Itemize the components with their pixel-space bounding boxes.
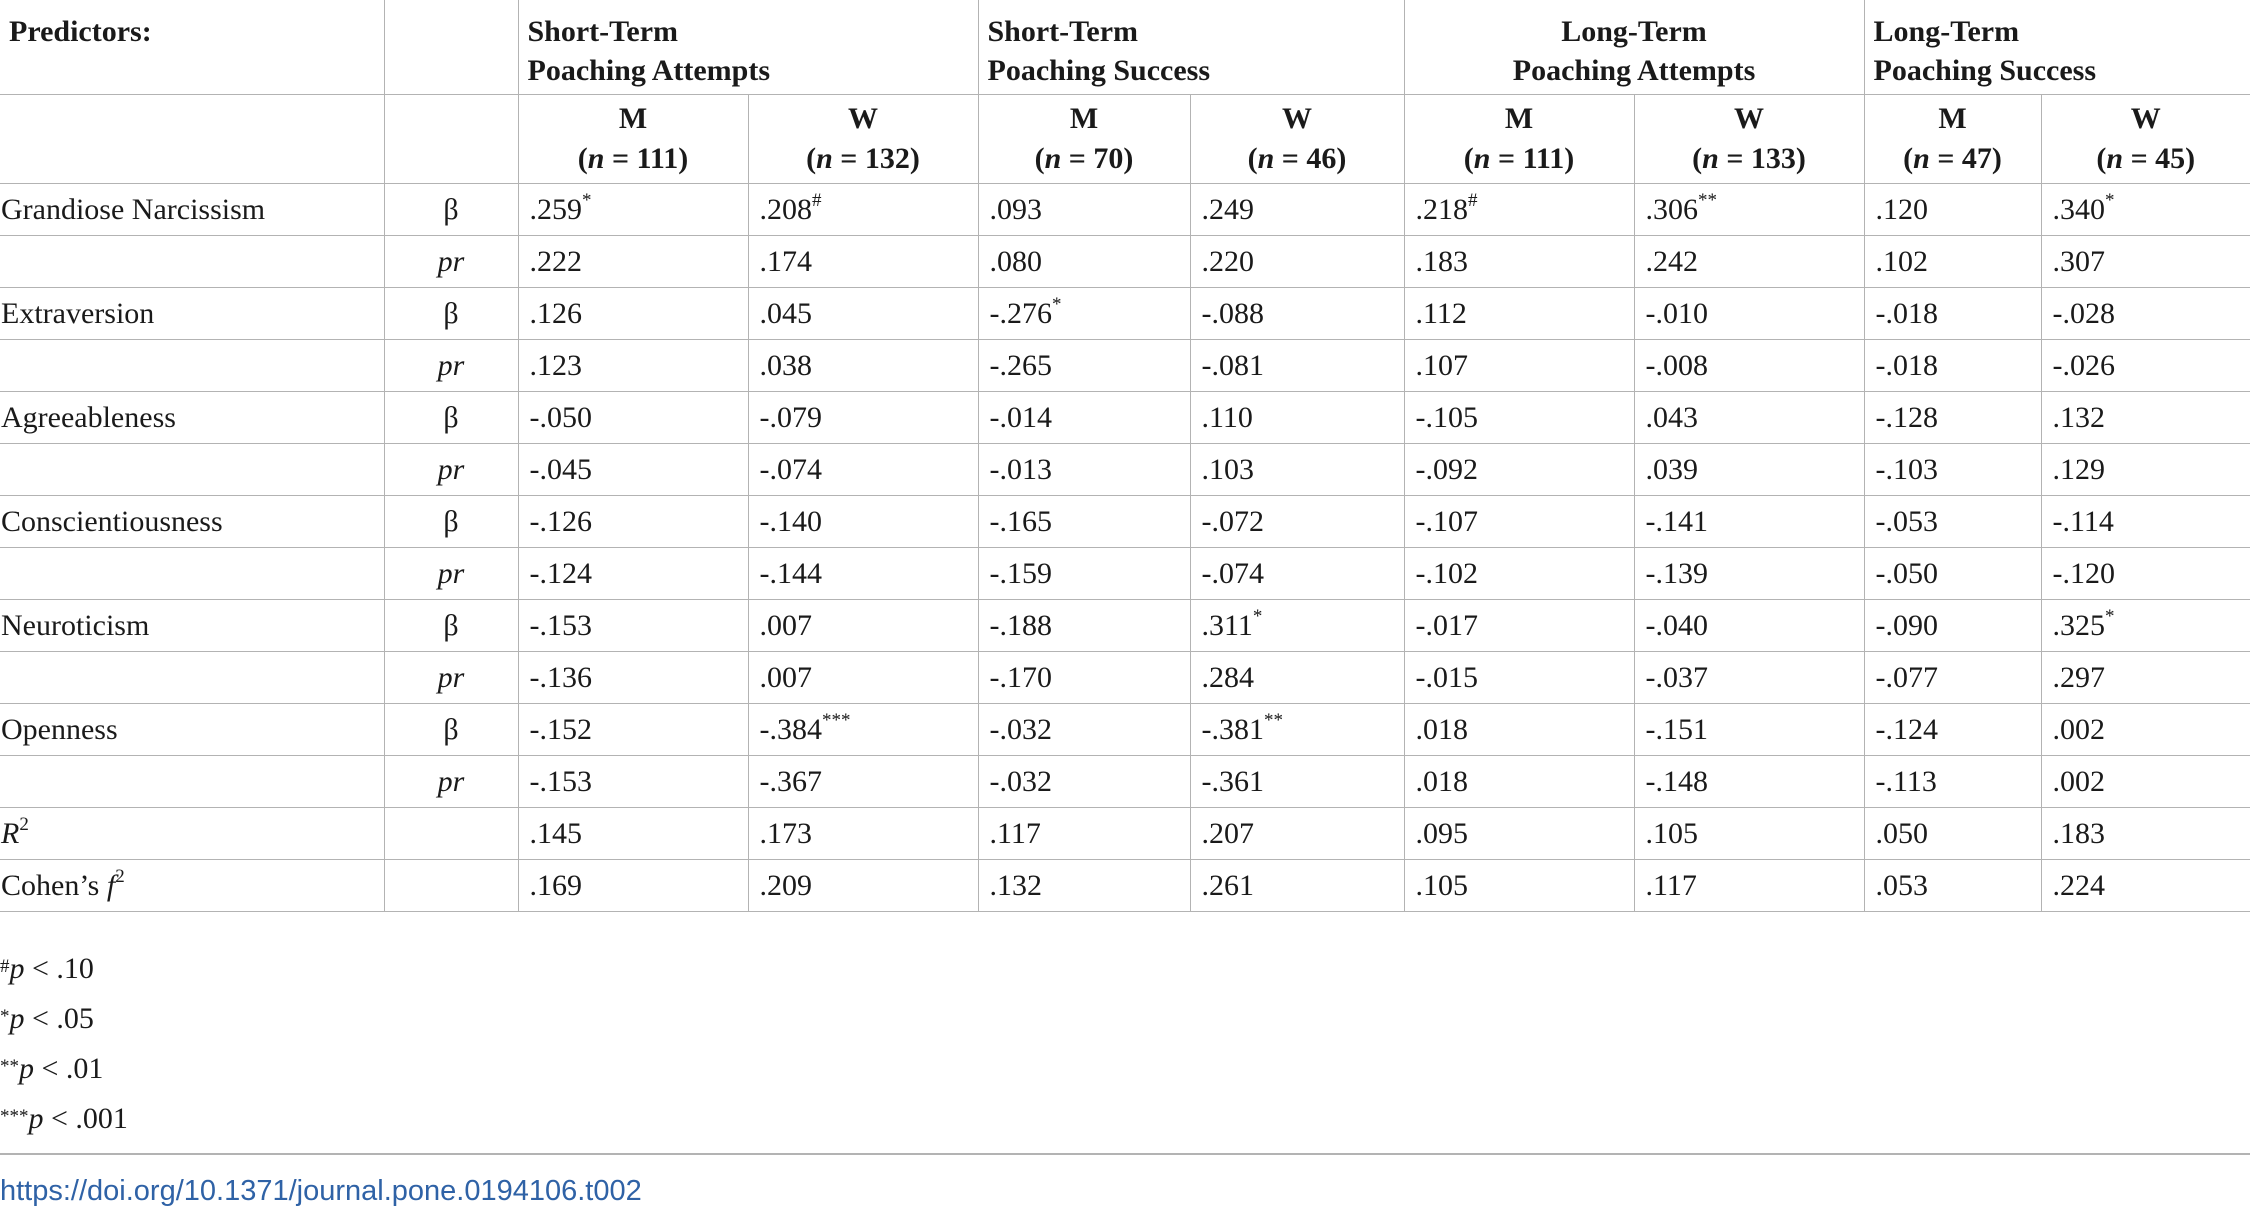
table-cell: .002 xyxy=(2041,755,2250,807)
table-cell: -.053 xyxy=(1864,495,2041,547)
summary-label: Cohen’s $f^2$ xyxy=(0,859,384,911)
sample-header: M (n = 70) xyxy=(978,94,1190,183)
stat-label: pr xyxy=(384,755,518,807)
table-cell: .050 xyxy=(1864,807,2041,859)
table-cell: .110 xyxy=(1190,391,1404,443)
table-cell: .222 xyxy=(518,235,748,287)
table-cell: -.017 xyxy=(1404,599,1634,651)
footnote: *p < .05 xyxy=(0,1002,94,1035)
table-cell: -.151 xyxy=(1634,703,1864,755)
table-cell: .123 xyxy=(518,339,748,391)
header-group-row xyxy=(0,0,2250,94)
table-cell: -.141 xyxy=(1634,495,1864,547)
table-cell: .117 xyxy=(978,807,1190,859)
table-cell: -.092 xyxy=(1404,443,1634,495)
summary-label: $R^2$ xyxy=(0,807,384,859)
significance-marker: ** xyxy=(1264,710,1283,731)
significance-marker: * xyxy=(2105,606,2115,627)
table-cell: -.153 xyxy=(518,755,748,807)
table-cell: -.170 xyxy=(978,651,1190,703)
table-cell: .002 xyxy=(2041,703,2250,755)
table-cell: .242 xyxy=(1634,235,1864,287)
table-cell: .045 xyxy=(748,287,978,339)
table-cell: .093 xyxy=(978,183,1190,235)
table-cell: .209 xyxy=(748,859,978,911)
table-cell: -.074 xyxy=(748,443,978,495)
table-cell: -.188 xyxy=(978,599,1190,651)
table-cell: .249 xyxy=(1190,183,1404,235)
table-row xyxy=(0,547,2250,599)
group-header: Short-Term Poaching Success xyxy=(978,0,1404,94)
predictor-label xyxy=(0,547,384,599)
predictor-label xyxy=(0,755,384,807)
predictor-label: Neuroticism xyxy=(0,599,384,651)
table-cell: .039 xyxy=(1634,443,1864,495)
table-cell: .284 xyxy=(1190,651,1404,703)
predictor-label xyxy=(0,339,384,391)
stat-label: β xyxy=(384,287,518,339)
table-cell: .132 xyxy=(978,859,1190,911)
stat-label: pr xyxy=(384,235,518,287)
table-cell: -.081 xyxy=(1190,339,1404,391)
table-cell: -.014 xyxy=(978,391,1190,443)
table-cell: .224 xyxy=(2041,859,2250,911)
table-cell: .105 xyxy=(1404,859,1634,911)
stat-label: β xyxy=(384,703,518,755)
table-cell: .169 xyxy=(518,859,748,911)
table-cell: -.384*** xyxy=(748,703,978,755)
table-cell: -.113 xyxy=(1864,755,2041,807)
predictor-label: Agreeableness xyxy=(0,391,384,443)
table-cell: -.165 xyxy=(978,495,1190,547)
predictor-label xyxy=(0,443,384,495)
predictor-label xyxy=(0,651,384,703)
table-cell: .102 xyxy=(1864,235,2041,287)
table-cell: .038 xyxy=(748,339,978,391)
table-cell: -.159 xyxy=(978,547,1190,599)
table-cell: -.152 xyxy=(518,703,748,755)
table-cell: .306** xyxy=(1634,183,1864,235)
sample-header: W (n = 46) xyxy=(1190,94,1404,183)
table-cell: -.144 xyxy=(748,547,978,599)
stat-label: pr xyxy=(384,443,518,495)
table-cell: -.088 xyxy=(1190,287,1404,339)
table-cell: .107 xyxy=(1404,339,1634,391)
table-cell: -.126 xyxy=(518,495,748,547)
table-cell: -.107 xyxy=(1404,495,1634,547)
stat-header xyxy=(384,0,518,94)
significance-marker: # xyxy=(812,190,822,211)
significance-marker: # xyxy=(1468,190,1478,211)
table-cell: .132 xyxy=(2041,391,2250,443)
table-cell: -.153 xyxy=(518,599,748,651)
table-row xyxy=(0,651,2250,703)
predictors-header: Predictors: xyxy=(0,0,384,94)
header-sample-row xyxy=(0,94,2250,183)
summary-row xyxy=(0,807,2250,859)
doi-link[interactable]: https://doi.org/10.1371/journal.pone.0194106.t002 xyxy=(0,1175,642,1207)
stat-label: pr xyxy=(384,651,518,703)
table-cell: -.276* xyxy=(978,287,1190,339)
stat-label: β xyxy=(384,391,518,443)
significance-marker: * xyxy=(2105,190,2115,211)
stat-label: β xyxy=(384,495,518,547)
table-cell: -.367 xyxy=(748,755,978,807)
table-cell: -.010 xyxy=(1634,287,1864,339)
table-cell: -.037 xyxy=(1634,651,1864,703)
table-cell: -.028 xyxy=(2041,287,2250,339)
table-row xyxy=(0,443,2250,495)
table-cell: .112 xyxy=(1404,287,1634,339)
sample-header: M (n = 47) xyxy=(1864,94,2041,183)
table-cell: -.148 xyxy=(1634,755,1864,807)
table-cell: .095 xyxy=(1404,807,1634,859)
empty-cell xyxy=(384,807,518,859)
table-cell: .174 xyxy=(748,235,978,287)
table-cell: .129 xyxy=(2041,443,2250,495)
table-cell: -.124 xyxy=(518,547,748,599)
table-row xyxy=(0,495,2250,547)
table-cell: .311* xyxy=(1190,599,1404,651)
table-row xyxy=(0,235,2250,287)
predictor-label: Openness xyxy=(0,703,384,755)
table-cell: -.139 xyxy=(1634,547,1864,599)
significance-marker: * xyxy=(582,190,592,211)
table-row xyxy=(0,755,2250,807)
table-cell: .208# xyxy=(748,183,978,235)
table-cell: .307 xyxy=(2041,235,2250,287)
table-cell: -.026 xyxy=(2041,339,2250,391)
table-cell: -.124 xyxy=(1864,703,2041,755)
table-cell: .340* xyxy=(2041,183,2250,235)
footnotes xyxy=(0,944,128,1144)
significance-marker: * xyxy=(1252,606,1263,627)
table-cell: -.114 xyxy=(2041,495,2250,547)
table-row xyxy=(0,183,2250,235)
sample-header: M (n = 111) xyxy=(1404,94,1634,183)
table-cell: .218# xyxy=(1404,183,1634,235)
table-cell: .207 xyxy=(1190,807,1404,859)
group-header: Long-Term Poaching Success xyxy=(1864,0,2250,94)
table-row xyxy=(0,339,2250,391)
table-cell: .053 xyxy=(1864,859,2041,911)
table-cell: -.079 xyxy=(748,391,978,443)
footnote: **p < .01 xyxy=(0,1052,104,1085)
table-cell: .043 xyxy=(1634,391,1864,443)
table-cell: -.128 xyxy=(1864,391,2041,443)
group-header: Short-Term Poaching Attempts xyxy=(518,0,978,94)
table-cell: -.074 xyxy=(1190,547,1404,599)
table-cell: -.136 xyxy=(518,651,748,703)
significance-marker: ** xyxy=(1698,190,1718,211)
table-cell: .145 xyxy=(518,807,748,859)
group-header: Long-Term Poaching Attempts xyxy=(1404,0,1864,94)
predictor-label: Conscientiousness xyxy=(0,495,384,547)
predictor-label xyxy=(0,235,384,287)
table-cell: .007 xyxy=(748,599,978,651)
predictor-label: Grandiose Narcissism xyxy=(0,183,384,235)
table-cell: -.103 xyxy=(1864,443,2041,495)
table-cell: .103 xyxy=(1190,443,1404,495)
table-cell: .183 xyxy=(2041,807,2250,859)
sample-header: W (n = 133) xyxy=(1634,94,1864,183)
table-cell: .126 xyxy=(518,287,748,339)
table-cell: -.265 xyxy=(978,339,1190,391)
table-cell: .080 xyxy=(978,235,1190,287)
footnote: ***p < .001 xyxy=(0,1102,128,1135)
table-row xyxy=(0,599,2250,651)
table-cell: -.018 xyxy=(1864,339,2041,391)
table-cell: .120 xyxy=(1864,183,2041,235)
table-cell: -.018 xyxy=(1864,287,2041,339)
sample-header: W (n = 132) xyxy=(748,94,978,183)
table-cell: .018 xyxy=(1404,755,1634,807)
stat-label: pr xyxy=(384,547,518,599)
empty-cell xyxy=(384,859,518,911)
table-row xyxy=(0,287,2250,339)
significance-marker: *** xyxy=(822,710,851,731)
table-cell: -.040 xyxy=(1634,599,1864,651)
table-cell: .259* xyxy=(518,183,748,235)
table-cell: -.105 xyxy=(1404,391,1634,443)
predictor-label: Extraversion xyxy=(0,287,384,339)
table-cell: -.050 xyxy=(518,391,748,443)
table-cell: -.140 xyxy=(748,495,978,547)
table-cell: .325* xyxy=(2041,599,2250,651)
table-cell: -.381** xyxy=(1190,703,1404,755)
table-cell: .105 xyxy=(1634,807,1864,859)
footer-rule xyxy=(0,1153,2250,1155)
table-cell: .007 xyxy=(748,651,978,703)
empty-header-cell xyxy=(0,94,384,183)
table-cell: -.013 xyxy=(978,443,1190,495)
table-cell: .117 xyxy=(1634,859,1864,911)
table-row xyxy=(0,703,2250,755)
stat-label: pr xyxy=(384,339,518,391)
table-cell: -.361 xyxy=(1190,755,1404,807)
sample-header: M (n = 111) xyxy=(518,94,748,183)
table-row xyxy=(0,391,2250,443)
table-cell: -.050 xyxy=(1864,547,2041,599)
table-cell: -.077 xyxy=(1864,651,2041,703)
significance-marker: * xyxy=(1052,294,1062,315)
table-cell: -.072 xyxy=(1190,495,1404,547)
table-cell: .220 xyxy=(1190,235,1404,287)
table-cell: -.008 xyxy=(1634,339,1864,391)
table-cell: .173 xyxy=(748,807,978,859)
table-cell: -.102 xyxy=(1404,547,1634,599)
empty-header-cell xyxy=(384,94,518,183)
stat-label: β xyxy=(384,599,518,651)
table-cell: -.032 xyxy=(978,703,1190,755)
table-cell: -.090 xyxy=(1864,599,2041,651)
table-cell: -.032 xyxy=(978,755,1190,807)
footnote: #p < .10 xyxy=(0,952,94,985)
table-cell: .297 xyxy=(2041,651,2250,703)
summary-row xyxy=(0,859,2250,911)
table-cell: -.045 xyxy=(518,443,748,495)
sample-header: W (n = 45) xyxy=(2041,94,2250,183)
table-cell: -.120 xyxy=(2041,547,2250,599)
stat-label: β xyxy=(384,183,518,235)
table-cell: .261 xyxy=(1190,859,1404,911)
table-cell: -.015 xyxy=(1404,651,1634,703)
table-cell: .183 xyxy=(1404,235,1634,287)
table-cell: .018 xyxy=(1404,703,1634,755)
